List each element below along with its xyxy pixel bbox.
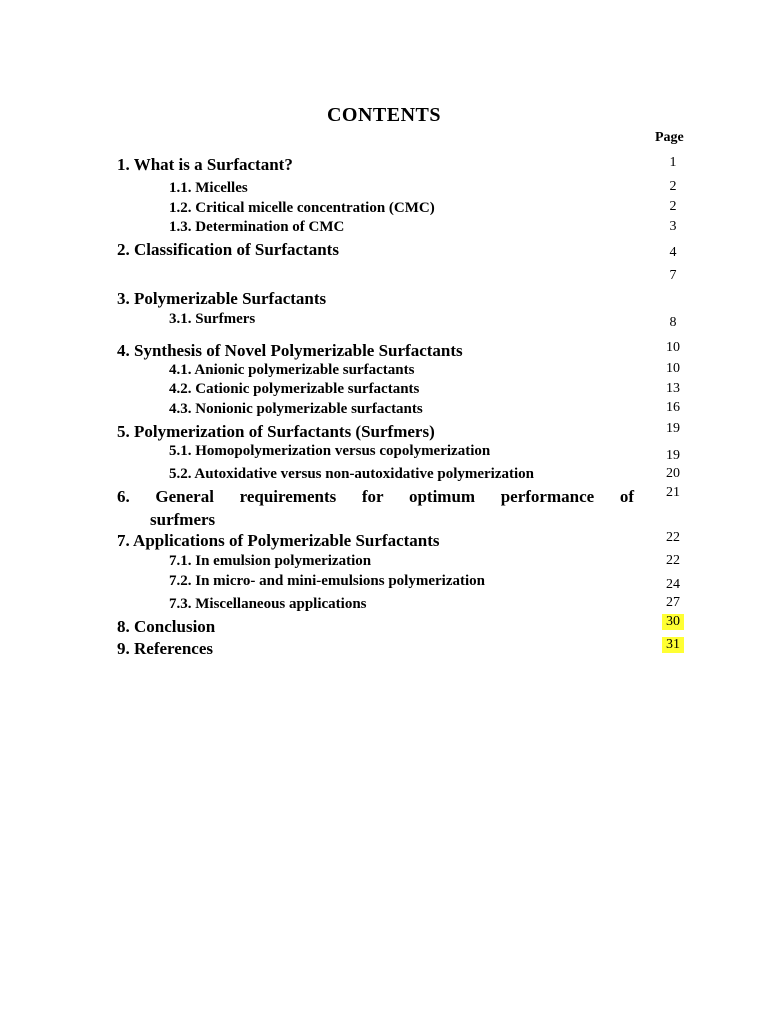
toc-page-8-highlighted: 30: [662, 614, 684, 630]
toc-entry-2[interactable]: 2. Classification of Surfactants: [117, 240, 339, 259]
toc-entry-1[interactable]: 1. What is a Surfactant?: [117, 155, 293, 174]
toc-entry-5[interactable]: 5. Polymerization of Surfactants (Surfmers): [117, 422, 435, 441]
toc-page-5: 19: [666, 421, 680, 436]
toc-entry-4-2[interactable]: 4.2. Cationic polymerizable surfactants: [169, 381, 420, 397]
toc-entry-7[interactable]: 7. Applications of Polymerizable Surfactants: [117, 531, 440, 550]
toc-page-9-highlighted: 31: [662, 637, 684, 653]
toc-page-7-2: 24: [666, 577, 680, 592]
toc-entry-9[interactable]: 9. References: [117, 639, 213, 658]
toc-page-1-2: 2: [669, 199, 677, 214]
toc-entry-1-3[interactable]: 1.3. Determination of CMC: [169, 219, 345, 235]
toc-entry-7-1[interactable]: 7.1. In emulsion polymerization: [169, 553, 372, 569]
toc-page-3-1: 8: [669, 315, 677, 330]
toc-entry-4-1[interactable]: 4.1. Anionic polymerizable surfactants: [169, 362, 415, 378]
page-title: CONTENTS: [326, 104, 442, 126]
toc-entry-8[interactable]: 8. Conclusion: [117, 617, 216, 636]
toc-page-1-1: 2: [669, 179, 677, 194]
toc-page-7-3: 27: [666, 595, 680, 610]
toc-entry-7-2[interactable]: 7.2. In micro- and mini-emulsions polymerization: [169, 573, 485, 589]
toc-entry-6-continuation: surfmers: [150, 510, 216, 529]
toc-page-5-1: 19: [666, 448, 680, 463]
toc-entry-4-3[interactable]: 4.3. Nonionic polymerizable surfactants: [169, 401, 423, 417]
toc-entry-3[interactable]: 3. Polymerizable Surfactants: [117, 289, 327, 308]
toc-page-1: 1: [669, 155, 677, 170]
page-column-header: Page: [655, 130, 684, 145]
toc-entry-5-2[interactable]: 5.2. Autoxidative versus non-autoxidative polymerization: [169, 466, 535, 482]
toc-page-1-3: 3: [669, 219, 677, 234]
toc-page-7-1: 22: [666, 553, 680, 568]
toc-entry-1-2[interactable]: 1.2. Critical micelle concentration (CMC): [169, 200, 435, 216]
toc-entry-5-1[interactable]: 5.1. Homopolymerization versus copolymerization: [169, 443, 491, 459]
toc-page-6: 21: [666, 485, 680, 500]
toc-entry-4[interactable]: 4. Synthesis of Novel Polymerizable Surfactants: [117, 341, 463, 360]
toc-page-4-2: 13: [666, 381, 680, 396]
toc-entry-7-3[interactable]: 7.3. Miscellaneous applications: [169, 596, 367, 612]
toc-entry-1-1[interactable]: 1.1. Micelles: [169, 180, 248, 196]
toc-page-7: 22: [666, 530, 680, 545]
toc-page-5-2: 20: [666, 466, 680, 481]
toc-entry-3-1[interactable]: 3.1. Surfmers: [169, 311, 256, 327]
toc-page-3: 7: [669, 268, 677, 283]
toc-entry-6[interactable]: 6. General requirements for optimum performance of: [117, 487, 634, 506]
toc-page-4: 10: [666, 340, 680, 355]
toc-page-4-1: 10: [666, 361, 680, 376]
toc-page-4-3: 16: [666, 400, 680, 415]
toc-page-2: 4: [669, 245, 677, 260]
